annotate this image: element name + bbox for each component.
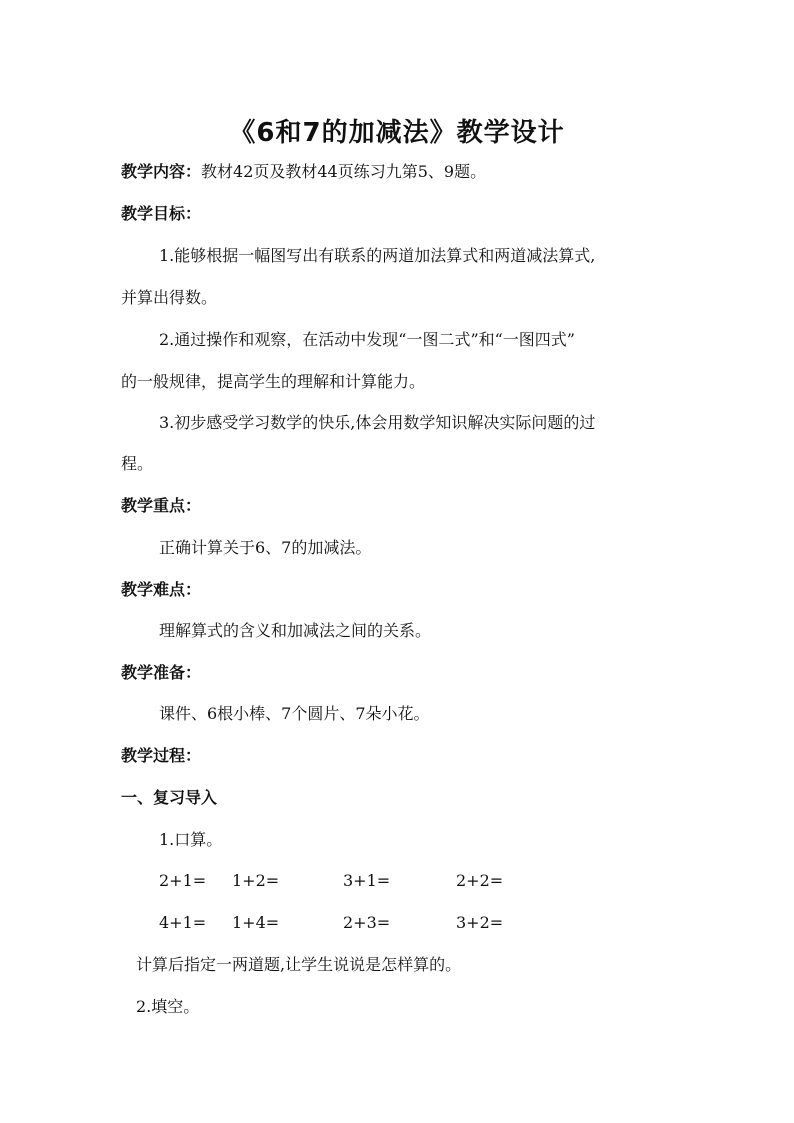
preparation-heading: 教学准备：: [121, 663, 202, 682]
teaching-content-label: 教学内容：: [121, 162, 202, 181]
exercise-r1-c4: 2+2=: [456, 871, 504, 890]
exercise-r2-c4: 3+2=: [456, 913, 504, 932]
process-heading: 教学过程：: [121, 746, 202, 765]
exercise-r2-c1: 4+1=: [159, 913, 207, 932]
objective-3-line-1: 3.初步感受学习数学的快乐,体会用数学知识解决实际问题的过: [159, 413, 596, 432]
objectives-heading: 教学目标：: [121, 204, 202, 223]
exercise-r1-c1: 2+1=: [159, 871, 207, 890]
objective-1-line-1: 1.能够根据一幅图写出有联系的两道加法算式和两道减法算式,: [159, 246, 596, 265]
exercise-r2-c3: 2+3=: [343, 913, 391, 932]
document-title: 《6和7的加减法》教学设计: [229, 118, 565, 148]
section-1-heading: 一、复习导入: [121, 788, 218, 807]
fill-blank-label: 2.填空。: [136, 997, 200, 1016]
preparation-text: 课件、6根小棒、7个圆片、7朵小花。: [159, 704, 430, 723]
exercise-r1-c3: 3+1=: [343, 871, 391, 890]
teaching-content-text: 教材42页及教材44页练习九第5、9题。: [201, 162, 487, 181]
difficulties-heading: 教学难点：: [121, 580, 202, 599]
calc-note: 计算后指定一两道题,让学生说说是怎样算的。: [136, 955, 462, 974]
key-points-heading: 教学重点：: [121, 496, 202, 515]
objective-1-line-2: 并算出得数。: [121, 288, 218, 307]
exercise-r2-c2: 1+4=: [232, 913, 280, 932]
objective-3-line-2: 程。: [121, 454, 154, 473]
objective-2-line-1: 2.通过操作和观察，在活动中发现“一图二式”和“一图四式”: [159, 330, 575, 349]
difficulties-text: 理解算式的含义和加减法之间的关系。: [159, 621, 432, 640]
exercise-r1-c2: 1+2=: [232, 871, 280, 890]
key-points-text: 正确计算关于6、7的加减法。: [159, 538, 372, 557]
teaching-content-line: [121, 160, 486, 184]
objective-2-line-2: 的一般规律，提高学生的理解和计算能力。: [121, 372, 426, 391]
oral-calc-label: 1.口算。: [159, 830, 223, 849]
